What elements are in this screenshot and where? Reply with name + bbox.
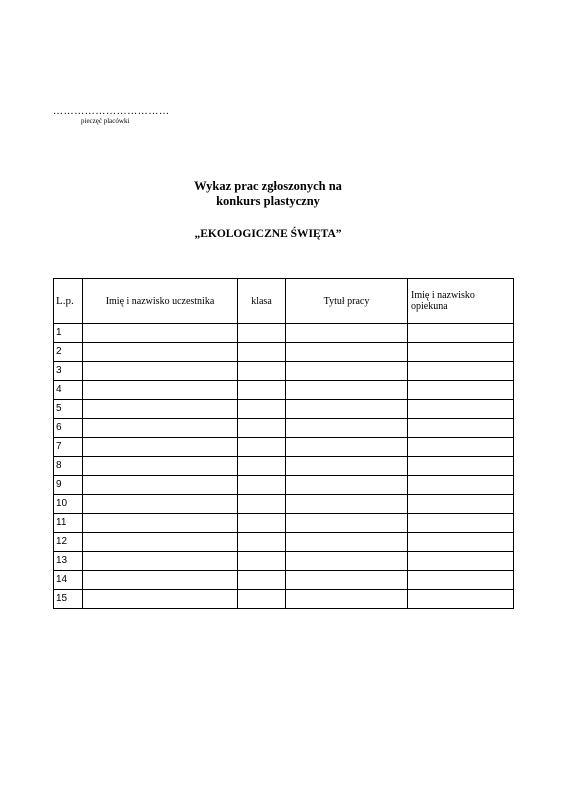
participant-name-cell[interactable] <box>83 495 238 514</box>
row-number-cell: 11 <box>54 514 83 533</box>
class-cell[interactable] <box>238 533 286 552</box>
table-row <box>54 514 514 533</box>
class-cell[interactable] <box>238 324 286 343</box>
participant-name-cell[interactable] <box>83 419 238 438</box>
work-title-cell[interactable] <box>286 343 408 362</box>
column-header-participant-name: Imię i nazwisko uczestnika <box>83 279 238 324</box>
work-title-cell[interactable] <box>286 590 408 609</box>
class-cell[interactable] <box>238 457 286 476</box>
table-row <box>54 552 514 571</box>
row-number-cell: 8 <box>54 457 83 476</box>
table-row <box>54 362 514 381</box>
class-cell[interactable] <box>238 400 286 419</box>
supervisor-cell[interactable] <box>408 514 514 533</box>
supervisor-cell[interactable] <box>408 457 514 476</box>
row-number-cell: 5 <box>54 400 83 419</box>
participant-name-cell[interactable] <box>83 590 238 609</box>
supervisor-cell[interactable] <box>408 476 514 495</box>
participant-name-cell[interactable] <box>83 362 238 381</box>
submissions-table <box>53 278 514 609</box>
row-number-cell: 3 <box>54 362 83 381</box>
document-title <box>140 179 396 209</box>
work-title-cell[interactable] <box>286 400 408 419</box>
table-row <box>54 324 514 343</box>
title-line-1: Wykaz prac zgłoszonych na <box>194 179 342 193</box>
table-row <box>54 400 514 419</box>
class-cell[interactable] <box>238 571 286 590</box>
class-cell[interactable] <box>238 552 286 571</box>
row-number-cell: 2 <box>54 343 83 362</box>
supervisor-cell[interactable] <box>408 571 514 590</box>
work-title-cell[interactable] <box>286 514 408 533</box>
work-title-cell[interactable] <box>286 438 408 457</box>
supervisor-cell[interactable] <box>408 343 514 362</box>
table-row <box>54 476 514 495</box>
supervisor-cell[interactable] <box>408 324 514 343</box>
class-cell[interactable] <box>238 419 286 438</box>
class-cell[interactable] <box>238 495 286 514</box>
class-cell[interactable] <box>238 590 286 609</box>
work-title-cell[interactable] <box>286 571 408 590</box>
supervisor-cell[interactable] <box>408 533 514 552</box>
row-number-cell: 7 <box>54 438 83 457</box>
participant-name-cell[interactable] <box>83 514 238 533</box>
column-header-work-title: Tytuł pracy <box>286 279 408 324</box>
supervisor-cell[interactable] <box>408 552 514 571</box>
class-cell[interactable] <box>238 438 286 457</box>
participant-name-cell[interactable] <box>83 400 238 419</box>
work-title-cell[interactable] <box>286 552 408 571</box>
participant-name-cell[interactable] <box>83 438 238 457</box>
participant-name-cell[interactable] <box>83 571 238 590</box>
supervisor-cell[interactable] <box>408 590 514 609</box>
supervisor-cell[interactable] <box>408 438 514 457</box>
stamp-placeholder-dots: …………………………… <box>53 106 170 117</box>
participant-name-cell[interactable] <box>83 552 238 571</box>
work-title-cell[interactable] <box>286 533 408 552</box>
row-number-cell: 4 <box>54 381 83 400</box>
column-header-supervisor: Imię i nazwisko opiekuna <box>408 279 514 324</box>
table-row <box>54 571 514 590</box>
table-row <box>54 533 514 552</box>
work-title-cell[interactable] <box>286 381 408 400</box>
title-line-2: konkurs plastyczny <box>216 194 320 208</box>
class-cell[interactable] <box>238 362 286 381</box>
supervisor-cell[interactable] <box>408 495 514 514</box>
row-number-cell: 9 <box>54 476 83 495</box>
supervisor-cell[interactable] <box>408 419 514 438</box>
row-number-cell: 10 <box>54 495 83 514</box>
class-cell[interactable] <box>238 476 286 495</box>
table-row <box>54 495 514 514</box>
row-number-cell: 13 <box>54 552 83 571</box>
work-title-cell[interactable] <box>286 419 408 438</box>
supervisor-cell[interactable] <box>408 381 514 400</box>
participant-name-cell[interactable] <box>83 324 238 343</box>
participant-name-cell[interactable] <box>83 457 238 476</box>
class-cell[interactable] <box>238 514 286 533</box>
stamp-label: pieczęć placówki <box>81 117 130 125</box>
work-title-cell[interactable] <box>286 324 408 343</box>
participant-name-cell[interactable] <box>83 533 238 552</box>
supervisor-cell[interactable] <box>408 400 514 419</box>
row-number-cell: 14 <box>54 571 83 590</box>
table-row <box>54 590 514 609</box>
table-row <box>54 343 514 362</box>
row-number-cell: 1 <box>54 324 83 343</box>
row-number-cell: 12 <box>54 533 83 552</box>
work-title-cell[interactable] <box>286 495 408 514</box>
table-row <box>54 457 514 476</box>
work-title-cell[interactable] <box>286 457 408 476</box>
row-number-cell: 6 <box>54 419 83 438</box>
work-title-cell[interactable] <box>286 362 408 381</box>
column-header-class: klasa <box>238 279 286 324</box>
participant-name-cell[interactable] <box>83 476 238 495</box>
table-body <box>54 324 514 609</box>
column-header-lp: L.p. <box>54 279 83 324</box>
contest-name: „EKOLOGICZNE ŚWIĘTA” <box>194 228 342 240</box>
table-header-row <box>54 279 514 324</box>
work-title-cell[interactable] <box>286 476 408 495</box>
participant-name-cell[interactable] <box>83 381 238 400</box>
class-cell[interactable] <box>238 343 286 362</box>
table-row <box>54 419 514 438</box>
participant-name-cell[interactable] <box>83 343 238 362</box>
row-number-cell: 15 <box>54 590 83 609</box>
table-row <box>54 438 514 457</box>
supervisor-cell[interactable] <box>408 362 514 381</box>
class-cell[interactable] <box>238 381 286 400</box>
table-row <box>54 381 514 400</box>
